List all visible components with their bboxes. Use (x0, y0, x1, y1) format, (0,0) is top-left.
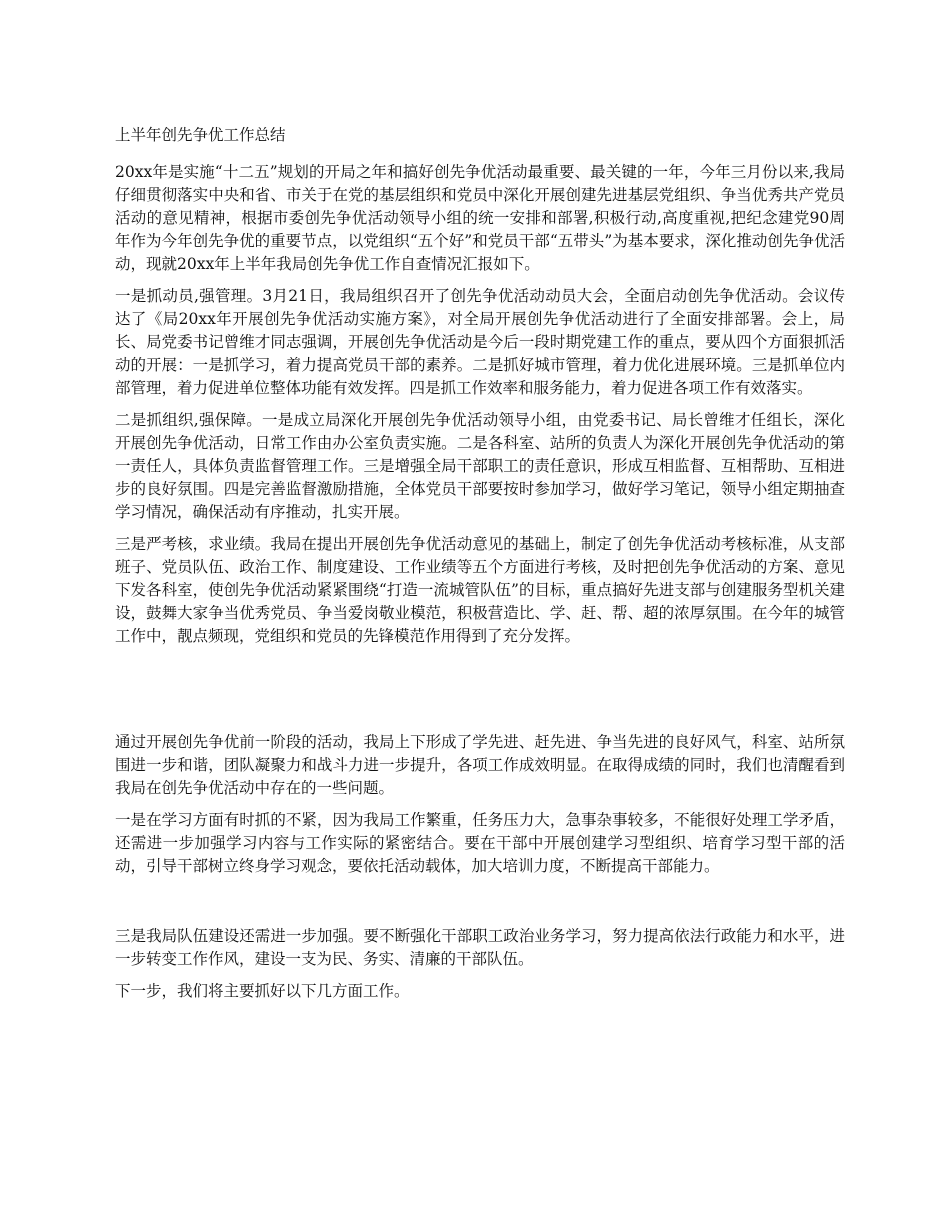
document-title: 上半年创先争优工作总结 (115, 126, 286, 144)
blank-gap (115, 657, 845, 731)
paragraph-problem-study: 一是在学习方面有时抓的不紧，因为我局工作繁重，任务压力大，急事杂事较多，不能很好处理工学矛盾，还需进一步加强学习内容与工作实际的紧密结合。要在干部中开展创建学习型组织、培育学习型干部的活动，引导干部树立终身学习观念，要依托活动载体，加大培训力度，不断提高干部能力。 (115, 811, 845, 875)
paragraph-intro: 20xx年是实施“十二五”规划的开局之年和搞好创先争优活动最重要、最关键的一年，今年三月份以来,我局仔细贯彻落实中央和省、市关于在党的基层组织和党员中深化开展创建先进基层党组织、争当优秀共产党员活动的意见精神，根据市委创先争优活动领导小组的统一安排和部署,积极行动,高度重视,把纪念建党90周年作为今年创先争优的重要节点，以党组织“五个好”和党员干部“五带头”为基本要求，深化推动创先争优活动，现就20xx年上半年我局创先争优工作自查情况汇报如下。 (115, 163, 845, 273)
document-page (115, 124, 845, 1012)
blank-gap (115, 887, 845, 925)
paragraph-assessment: 三是严考核，求业绩。我局在提出开展创先争优活动意见的基础上，制定了创先争优活动考核标准，从支部班子、党员队伍、政治工作、制度建设、工作业绩等五个方面进行考核，及时把创先争优活动的方案、意见下发各科室，使创先争优活动紧紧围绕“打造一流城管队伍”的目标，重点搞好先进支部与创建服务型机关建设，鼓舞大家争当优秀党员、争当爱岗敬业模范，积极营造比、学、赶、帮、超的浓厚氛围。在今年的城管工作中，靓点频现，党组织和党员的先锋模范作用得到了充分发挥。 (115, 535, 845, 645)
paragraph-next-steps: 下一步，我们将主要抓好以下几方面工作。 (115, 982, 410, 1000)
paragraph-problem-team: 三是我局队伍建设还需进一步加强。要不断强化干部职工政治业务学习，努力提高依法行政能力和水平，进一步转变工作作风，建设一支为民、务实、清廉的干部队伍。 (115, 927, 845, 968)
paragraph-results: 通过开展创先争优前一阶段的活动，我局上下形成了学先进、赶先进、争当先进的良好风气，科室、站所氛围进一步和谐，团队凝聚力和战斗力进一步提升，各项工作成效明显。在取得成绩的同时，我们也清醒看到我局在创先争优活动中存在的一些问题。 (115, 733, 845, 797)
paragraph-mobilization: 一是抓动员,强管理。3月21日，我局组织召开了创先争优活动动员大会，全面启动创先争优活动。会议传达了《局20xx年开展创先争优活动实施方案》，对全局开展创先争优活动进行了全面安排部署。会上，局长、局党委书记曾维才同志强调，开展创先争优活动是今后一段时期党建工作的重点，要从四个方面狠抓活动的开展：一是抓学习，着力提高党员干部的素养。二是抓好城市管理，着力优化进展环境。三是抓单位内部管理，着力促进单位整体功能有效发挥。四是抓工作效率和服务能力，着力促进各项工作有效落实。 (115, 287, 845, 397)
paragraph-organization: 二是抓组织,强保障。一是成立局深化开展创先争优活动领导小组，由党委书记、局长曾维才任组长，深化开展创先争优活动，日常工作由办公室负责实施。二是各科室、站所的负责人为深化开展创先争优活动的第一责任人，具体负责监督管理工作。三是增强全局干部职工的责任意识，形成互相监督、互相帮助、互相进步的良好氛围。四是完善监督激励措施，全体党员干部要按时参加学习，做好学习笔记，领导小组定期抽查学习情况，确保活动有序推动，扎实开展。 (115, 411, 845, 521)
